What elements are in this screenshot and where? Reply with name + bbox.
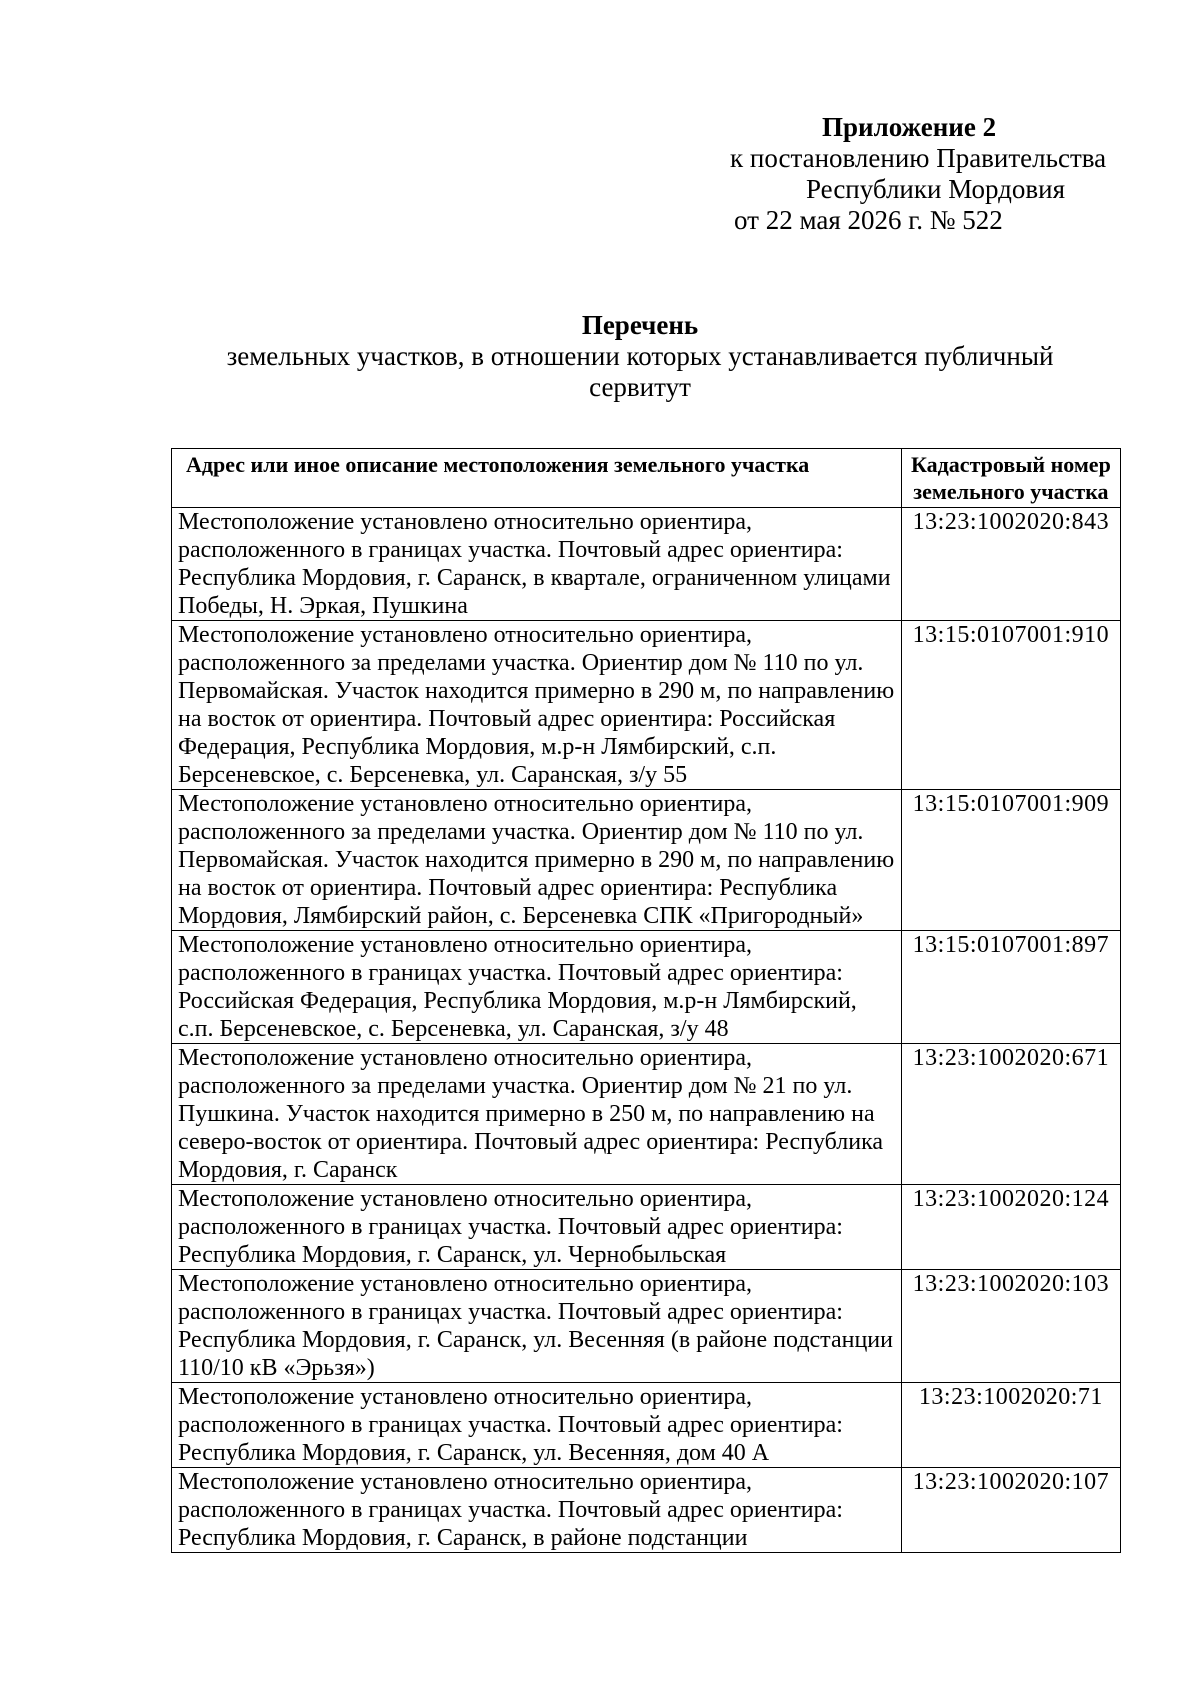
row-address: Местоположение установлено относительно ориентира, расположенного в границах участка. Почтовый адрес ориентира: Российская Федерация, Республика Мордовия, м.р-н Лямбирский, с.п. Берсеневское, с. Берсеневка, ул. Саранская, з/у 48 (172, 931, 902, 1044)
attachment-line-resolution: к постановлению Правительства (730, 143, 1107, 173)
row-address: Местоположение установлено относительно ориентира, расположенного в границах участка. Почтовый адрес ориентира: Республика Мордовия, г. Саранск, ул. Весенняя, дом 40 А (172, 1383, 902, 1468)
table-row (172, 1270, 1121, 1383)
row-cadastral: 13:23:1002020:107 (901, 1468, 1120, 1553)
row-cadastral: 13:23:1002020:843 (901, 508, 1120, 621)
table-row (172, 1468, 1121, 1553)
attachment-line-date: от 22 мая 2026 г. № 522 (734, 205, 1003, 235)
row-cadastral: 13:15:0107001:910 (901, 621, 1120, 790)
table-row (172, 790, 1121, 931)
row-cadastral: 13:23:1002020:103 (901, 1270, 1120, 1383)
table-header-row (172, 449, 1121, 508)
row-address: Местоположение установлено относительно ориентира, расположенного в границах участка. Почтовый адрес ориентира: Республика Мордовия, г. Саранск, в квартале, ограниченном улицами Победы, Н. Эркая, Пушкина (172, 508, 902, 621)
row-address: Местоположение установлено относительно ориентира, расположенного в границах участка. Почтовый адрес ориентира: Республика Мордовия, г. Саранск, ул. Весенняя (в районе подстанции 110/10 кВ «Эрьзя») (172, 1270, 902, 1383)
table-row (172, 621, 1121, 790)
document-heading (160, 310, 1120, 403)
row-cadastral: 13:23:1002020:671 (901, 1044, 1120, 1185)
attachment-line-republic: Республики Мордовия (806, 174, 1066, 204)
row-address: Местоположение установлено относительно ориентира, расположенного за пределами участка. Ориентир дом № 110 по ул. Первомайская. Участок находится примерно в 290 м, по направлению на восток от ориентира. Почтовый адрес ориентира: Российская Федерация, Республика Мордовия, м.р-н Лямбирский, с.п. Берсеневское, с. Берсеневка, ул. Саранская, з/у 55 (172, 621, 902, 790)
document-subtitle: земельных участков, в отношении которых устанавливается публичный сервитут (226, 341, 1054, 402)
table-row (172, 931, 1121, 1044)
row-cadastral: 13:23:1002020:124 (901, 1185, 1120, 1270)
row-address: Местоположение установлено относительно ориентира, расположенного за пределами участка. Ориентир дом № 110 по ул. Первомайская. Участок находится примерно в 290 м, по направлению на восток от ориентира. Почтовый адрес ориентира: Республика Мордовия, Лямбирский район, с. Берсеневка СПК «Пригородный» (172, 790, 902, 931)
row-address: Местоположение установлено относительно ориентира, расположенного в границах участка. Почтовый адрес ориентира: Республика Мордовия, г. Саранск, ул. Чернобыльская (172, 1185, 902, 1270)
table-row (172, 508, 1121, 621)
table-row (172, 1185, 1121, 1270)
row-address: Местоположение установлено относительно ориентира, расположенного за пределами участка. Ориентир дом № 21 по ул. Пушкина. Участок находится примерно в 250 м, по направлению на северо-восток от ориентира. Почтовый адрес ориентира: Республика Мордовия, г. Саранск (172, 1044, 902, 1185)
land-plots-table (171, 448, 1121, 1553)
row-cadastral: 13:15:0107001:897 (901, 931, 1120, 1044)
header-cadastral: Кадастровый номер земельного участка (901, 449, 1120, 508)
header-address: Адрес или иное описание местоположения земельного участка (172, 449, 902, 508)
row-cadastral: 13:15:0107001:909 (901, 790, 1120, 931)
table-row (172, 1044, 1121, 1185)
row-address: Местоположение установлено относительно ориентира, расположенного в границах участка. Почтовый адрес ориентира: Республика Мордовия, г. Саранск, в районе подстанции (172, 1468, 902, 1553)
table-row (172, 1383, 1121, 1468)
attachment-title: Приложение 2 (822, 112, 997, 142)
document-title: Перечень (581, 310, 699, 340)
row-cadastral: 13:23:1002020:71 (901, 1383, 1120, 1468)
